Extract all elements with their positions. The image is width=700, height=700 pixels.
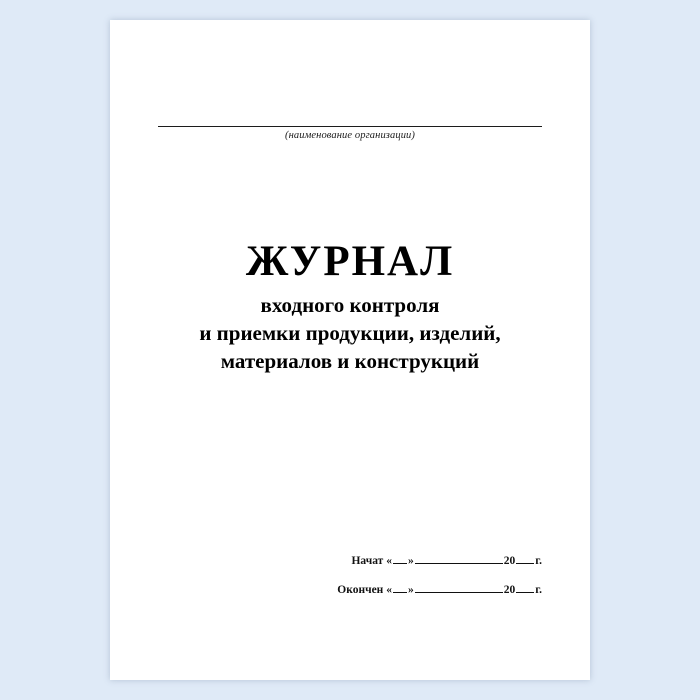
end-date-day-blank [393, 581, 407, 593]
end-date-row [110, 581, 542, 596]
organization-name-caption: (наименование организации) [284, 130, 415, 141]
document-subtitle-line-3: материалов и конструкций [220, 348, 480, 373]
start-date-quote-close: » [407, 555, 414, 567]
page-spacer [110, 375, 590, 552]
end-date-quote-close: » [407, 584, 414, 596]
organization-name-block [110, 112, 590, 141]
document-subtitle-line-1: входного контроля [260, 293, 440, 318]
start-date-label: Начат [351, 555, 384, 567]
end-date-year-suffix: г. [535, 584, 542, 596]
document-subtitle [138, 292, 562, 375]
organization-name-fill-line [158, 112, 542, 127]
end-date-year-blank [516, 581, 534, 593]
document-subtitle-line-2: и приемки продукции, изделий, [199, 320, 501, 345]
start-date-month-blank [415, 552, 503, 564]
start-date-year-prefix: 20 [503, 555, 516, 567]
end-date-quote-open: « [386, 584, 392, 596]
start-date-quote-open: « [386, 555, 392, 567]
end-date-label: Окончен [337, 584, 384, 596]
start-date-year-suffix: г. [535, 555, 542, 567]
end-date-year-prefix: 20 [503, 584, 516, 596]
document-title: ЖУРНАЛ [245, 238, 455, 285]
document-page [110, 20, 590, 680]
start-date-day-blank [393, 552, 407, 564]
title-block [110, 239, 590, 375]
end-date-month-blank [415, 581, 503, 593]
start-date-row [110, 552, 542, 567]
start-date-year-blank [516, 552, 534, 564]
dates-block [110, 552, 590, 610]
